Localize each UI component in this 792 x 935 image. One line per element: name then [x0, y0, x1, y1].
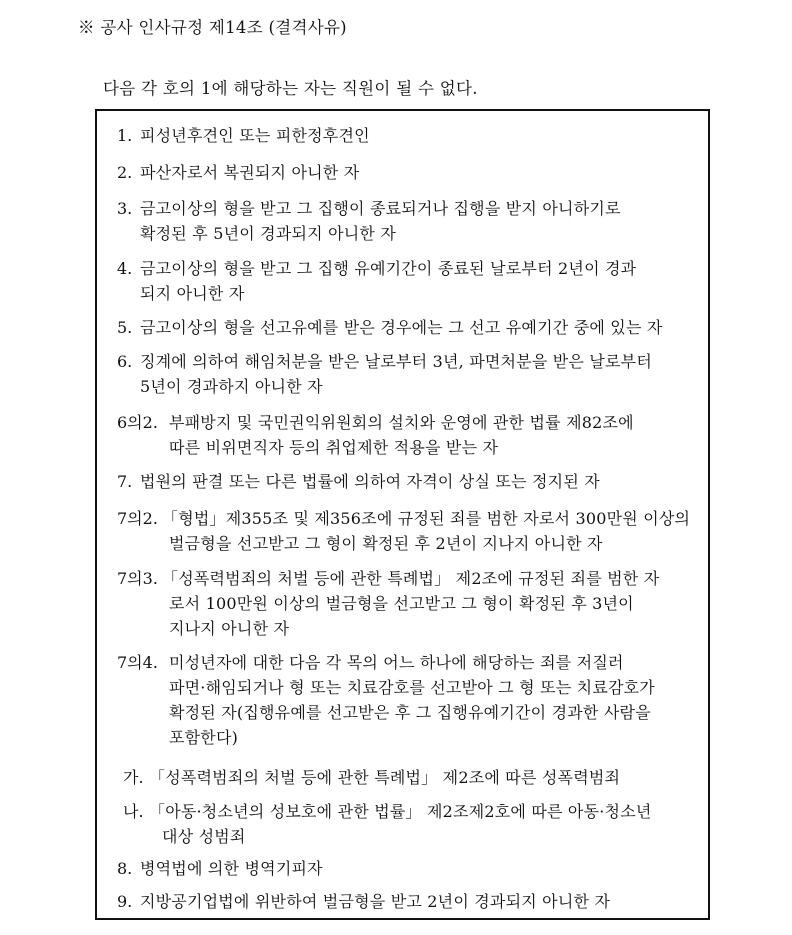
item-text: 로서 100만원 이상의 벌금형을 선고받고 그 형이 확정된 후 3년이 — [169, 594, 634, 613]
item-text: 되지 아니한 자 — [140, 284, 245, 303]
item-number: 3. — [117, 199, 133, 218]
item-text: 대상 성범죄 — [162, 827, 246, 846]
item-text: 따른 비위면직자 등의 취업제한 적용을 받는 자 — [169, 438, 499, 457]
item-text: 병역법에 의한 병역기피자 — [140, 859, 323, 878]
item-text: 파산자로서 복권되지 아니한 자 — [140, 163, 360, 182]
item-text: 포함한다) — [169, 728, 239, 747]
item-text: 확정된 자(집행유예를 선고받은 후 그 집행유예기간이 경과한 사람을 — [169, 703, 651, 722]
item-text: 법원의 판결 또는 다른 법률에 의하여 자격이 상실 또는 정지된 자 — [140, 472, 600, 491]
item-number: 4. — [117, 259, 133, 278]
item-number: 1. — [117, 126, 133, 145]
section-heading: ※ 공사 인사규정 제14조 (결격사유) — [78, 18, 347, 37]
item-number: 7. — [117, 472, 133, 491]
item-number: 6의2. — [117, 413, 158, 432]
item-text: 금고이상의 형을 받고 그 집행 유예기간이 종료된 날로부터 2년이 경과 — [140, 259, 637, 278]
item-number: 7의3. — [117, 569, 158, 588]
item-text: 5년이 경과하지 아니한 자 — [140, 377, 323, 396]
item-text: 지방공기업법에 위반하여 벌금형을 받고 2년이 경과되지 아니한 자 — [140, 892, 611, 911]
item-text: 파면·해임되거나 형 또는 치료감호를 선고받아 그 형 또는 치료감호가 — [169, 678, 655, 697]
item-text: 「형법」제355조 및 제356조에 규정된 죄를 범한 자로서 300만원 이상의 — [162, 509, 691, 528]
intro-text: 다음 각 호의 1에 해당하는 자는 직원이 될 수 없다. — [103, 79, 478, 98]
item-text: 금고이상의 형을 선고유예를 받은 경우에는 그 선고 유예기간 중에 있는 자 — [140, 318, 663, 337]
sub-item-label: 가. — [123, 768, 144, 787]
item-text: 징계에 의하여 해임처분을 받은 날로부터 3년, 파면처분을 받은 날로부터 — [140, 352, 652, 371]
item-text: 「아동·청소년의 성보호에 관한 법률」 제2조제2호에 따른 아동·청소년 — [149, 802, 652, 821]
item-number: 7의2. — [117, 509, 158, 528]
item-number: 2. — [117, 163, 133, 182]
disqualification-list — [95, 109, 710, 920]
sub-item-label: 나. — [123, 802, 144, 821]
item-text: 부패방지 및 국민권익위원회의 설치와 운영에 관한 법률 제82조에 — [169, 413, 634, 432]
item-text: 「성폭력범죄의 처벌 등에 관한 특례법」 제2조에 따른 성폭력범죄 — [149, 768, 621, 787]
item-number: 7의4. — [117, 653, 158, 672]
item-text: 「성폭력범죄의 처벌 등에 관한 특례법」 제2조에 규정된 죄를 범한 자 — [162, 569, 660, 588]
item-number: 8. — [117, 859, 133, 878]
item-text: 지나지 아니한 자 — [169, 619, 290, 638]
item-number: 9. — [117, 892, 133, 911]
item-text: 피성년후견인 또는 피한정후견인 — [140, 126, 370, 145]
item-text: 벌금형을 선고받고 그 형이 확정된 후 2년이 지나지 아니한 자 — [169, 534, 603, 553]
item-text: 미성년자에 대한 다음 각 목의 어느 하나에 해당하는 죄를 저질러 — [169, 653, 624, 672]
item-text: 확정된 후 5년이 경과되지 아니한 자 — [140, 224, 396, 243]
item-number: 6. — [117, 352, 133, 371]
item-text: 금고이상의 형을 받고 그 집행이 종료되거나 집행을 받지 아니하기로 — [140, 199, 621, 218]
item-number: 5. — [117, 318, 133, 337]
